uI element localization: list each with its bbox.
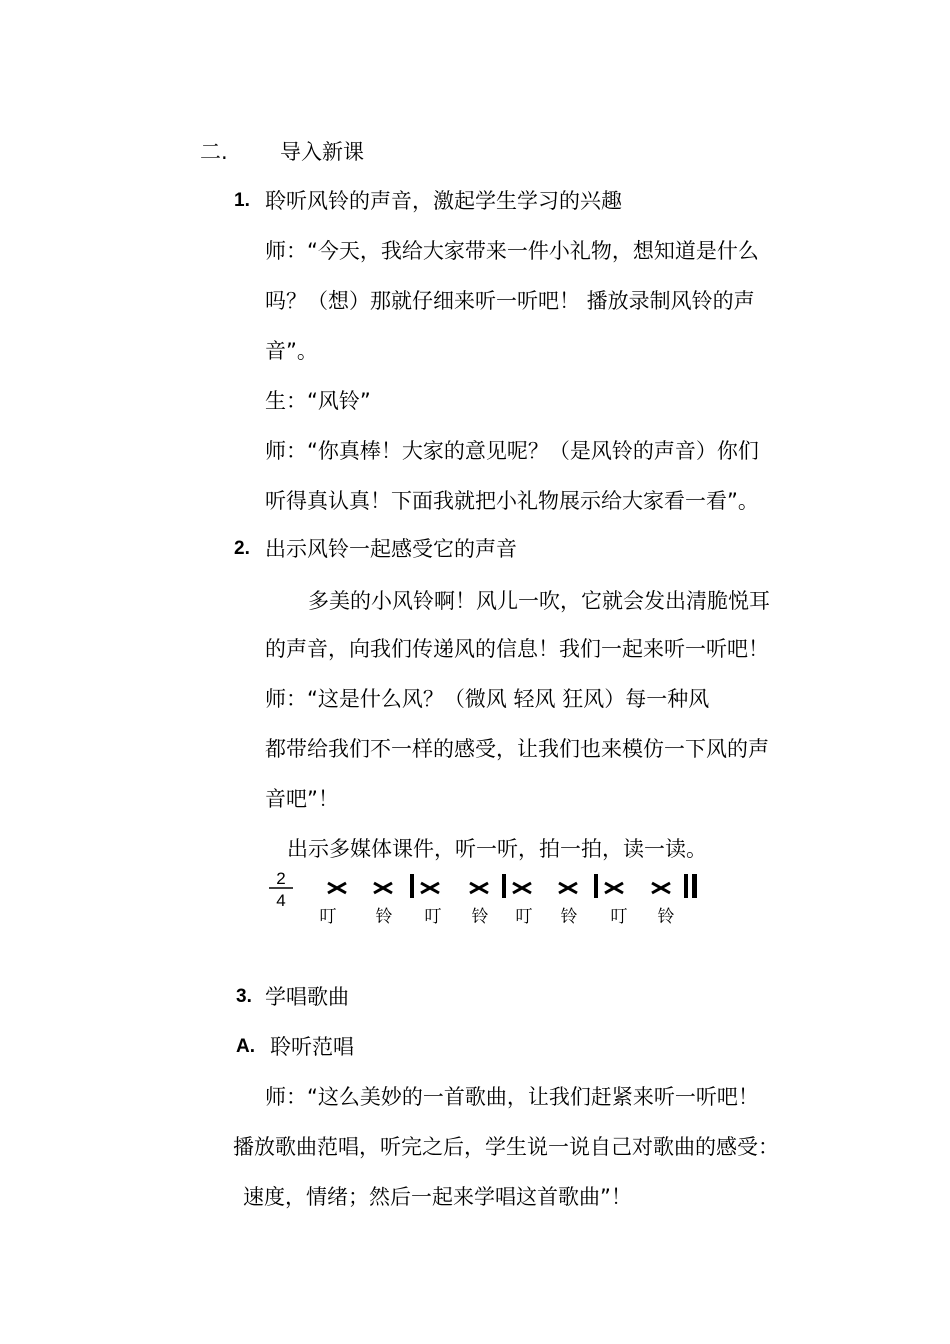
item-3-number: 3. [236, 986, 252, 1007]
bar-line [502, 874, 506, 898]
syllable-ding: 叮 [515, 907, 533, 927]
paragraph-line: 生：“风铃” [265, 389, 371, 413]
item-1-title: 聆听风铃的声音，激起学生学习的兴趣 [265, 189, 622, 213]
paragraph-line: 音吧”！ [265, 787, 339, 811]
item-2-number: 2. [234, 538, 250, 559]
x-note [652, 883, 670, 893]
syllable-ling: 铃 [560, 907, 578, 927]
paragraph-line: 师：“这么美妙的一首歌曲，让我们赶紧来听一听吧！ [265, 1085, 759, 1109]
syllable-ling: 铃 [657, 907, 675, 927]
paragraph-line: 吗？（想）那就仔细来听一听吧！ 播放录制风铃的声 [265, 289, 755, 313]
paragraph-line: 音”。 [265, 339, 318, 363]
paragraph-line: 的声音，向我们传递风的信息！我们一起来听一听吧！ [265, 637, 769, 661]
bar-line [410, 874, 414, 898]
paragraph-line: 师：“你真棒！大家的意见呢？（是风铃的声音）你们 [265, 439, 759, 463]
x-note [470, 883, 488, 893]
paragraph-line: 多美的小风铃啊！风儿一吹，它就会发出清脆悦耳 [308, 589, 770, 613]
paragraph-line: 速度，情绪；然后一起来学唱这首歌曲”！ [243, 1185, 632, 1209]
section-title: 导入新课 [280, 140, 364, 164]
syllable-ding: 叮 [610, 907, 628, 927]
x-note [513, 883, 531, 893]
x-note [605, 883, 623, 893]
x-note [328, 883, 346, 893]
paragraph-line: 师：“今天，我给大家带来一件小礼物，想知道是什么 [265, 239, 759, 263]
paragraph-line: 都带给我们不一样的感受，让我们也来模仿一下风的声 [265, 737, 769, 761]
time-signature-bottom: 4 [276, 891, 286, 910]
x-note [374, 883, 392, 893]
time-signature-top: 2 [276, 869, 286, 888]
final-bar-line [692, 874, 697, 898]
item-3-title: 学唱歌曲 [265, 985, 349, 1009]
paragraph-line: 听得真认真！下面我就把小礼物展示给大家看一看”。 [265, 489, 759, 513]
final-bar-line [684, 874, 688, 898]
x-note [421, 883, 439, 893]
syllable-ling: 铃 [471, 907, 489, 927]
item-a-title: 聆听范唱 [270, 1035, 354, 1059]
item-2-title: 出示风铃一起感受它的声音 [265, 537, 517, 561]
rhythm-score [262, 866, 722, 930]
item-1-number: 1. [234, 190, 250, 211]
rhythm-notation [262, 866, 722, 930]
syllable-ling: 铃 [375, 907, 393, 927]
paragraph-line: 播放歌曲范唱，听完之后，学生说一说自己对歌曲的感受： [233, 1135, 779, 1159]
paragraph-line: 出示多媒体课件，听一听，拍一拍，读一读。 [287, 837, 707, 861]
x-note [559, 883, 577, 893]
syllable-ding: 叮 [319, 907, 337, 927]
bar-line [594, 874, 598, 898]
section-number: 二. [200, 140, 228, 164]
item-a-label: A. [236, 1036, 255, 1057]
syllable-ding: 叮 [424, 907, 442, 927]
paragraph-line: 师：“这是什么风？（微风 轻风 狂风）每一种风 [265, 687, 710, 711]
